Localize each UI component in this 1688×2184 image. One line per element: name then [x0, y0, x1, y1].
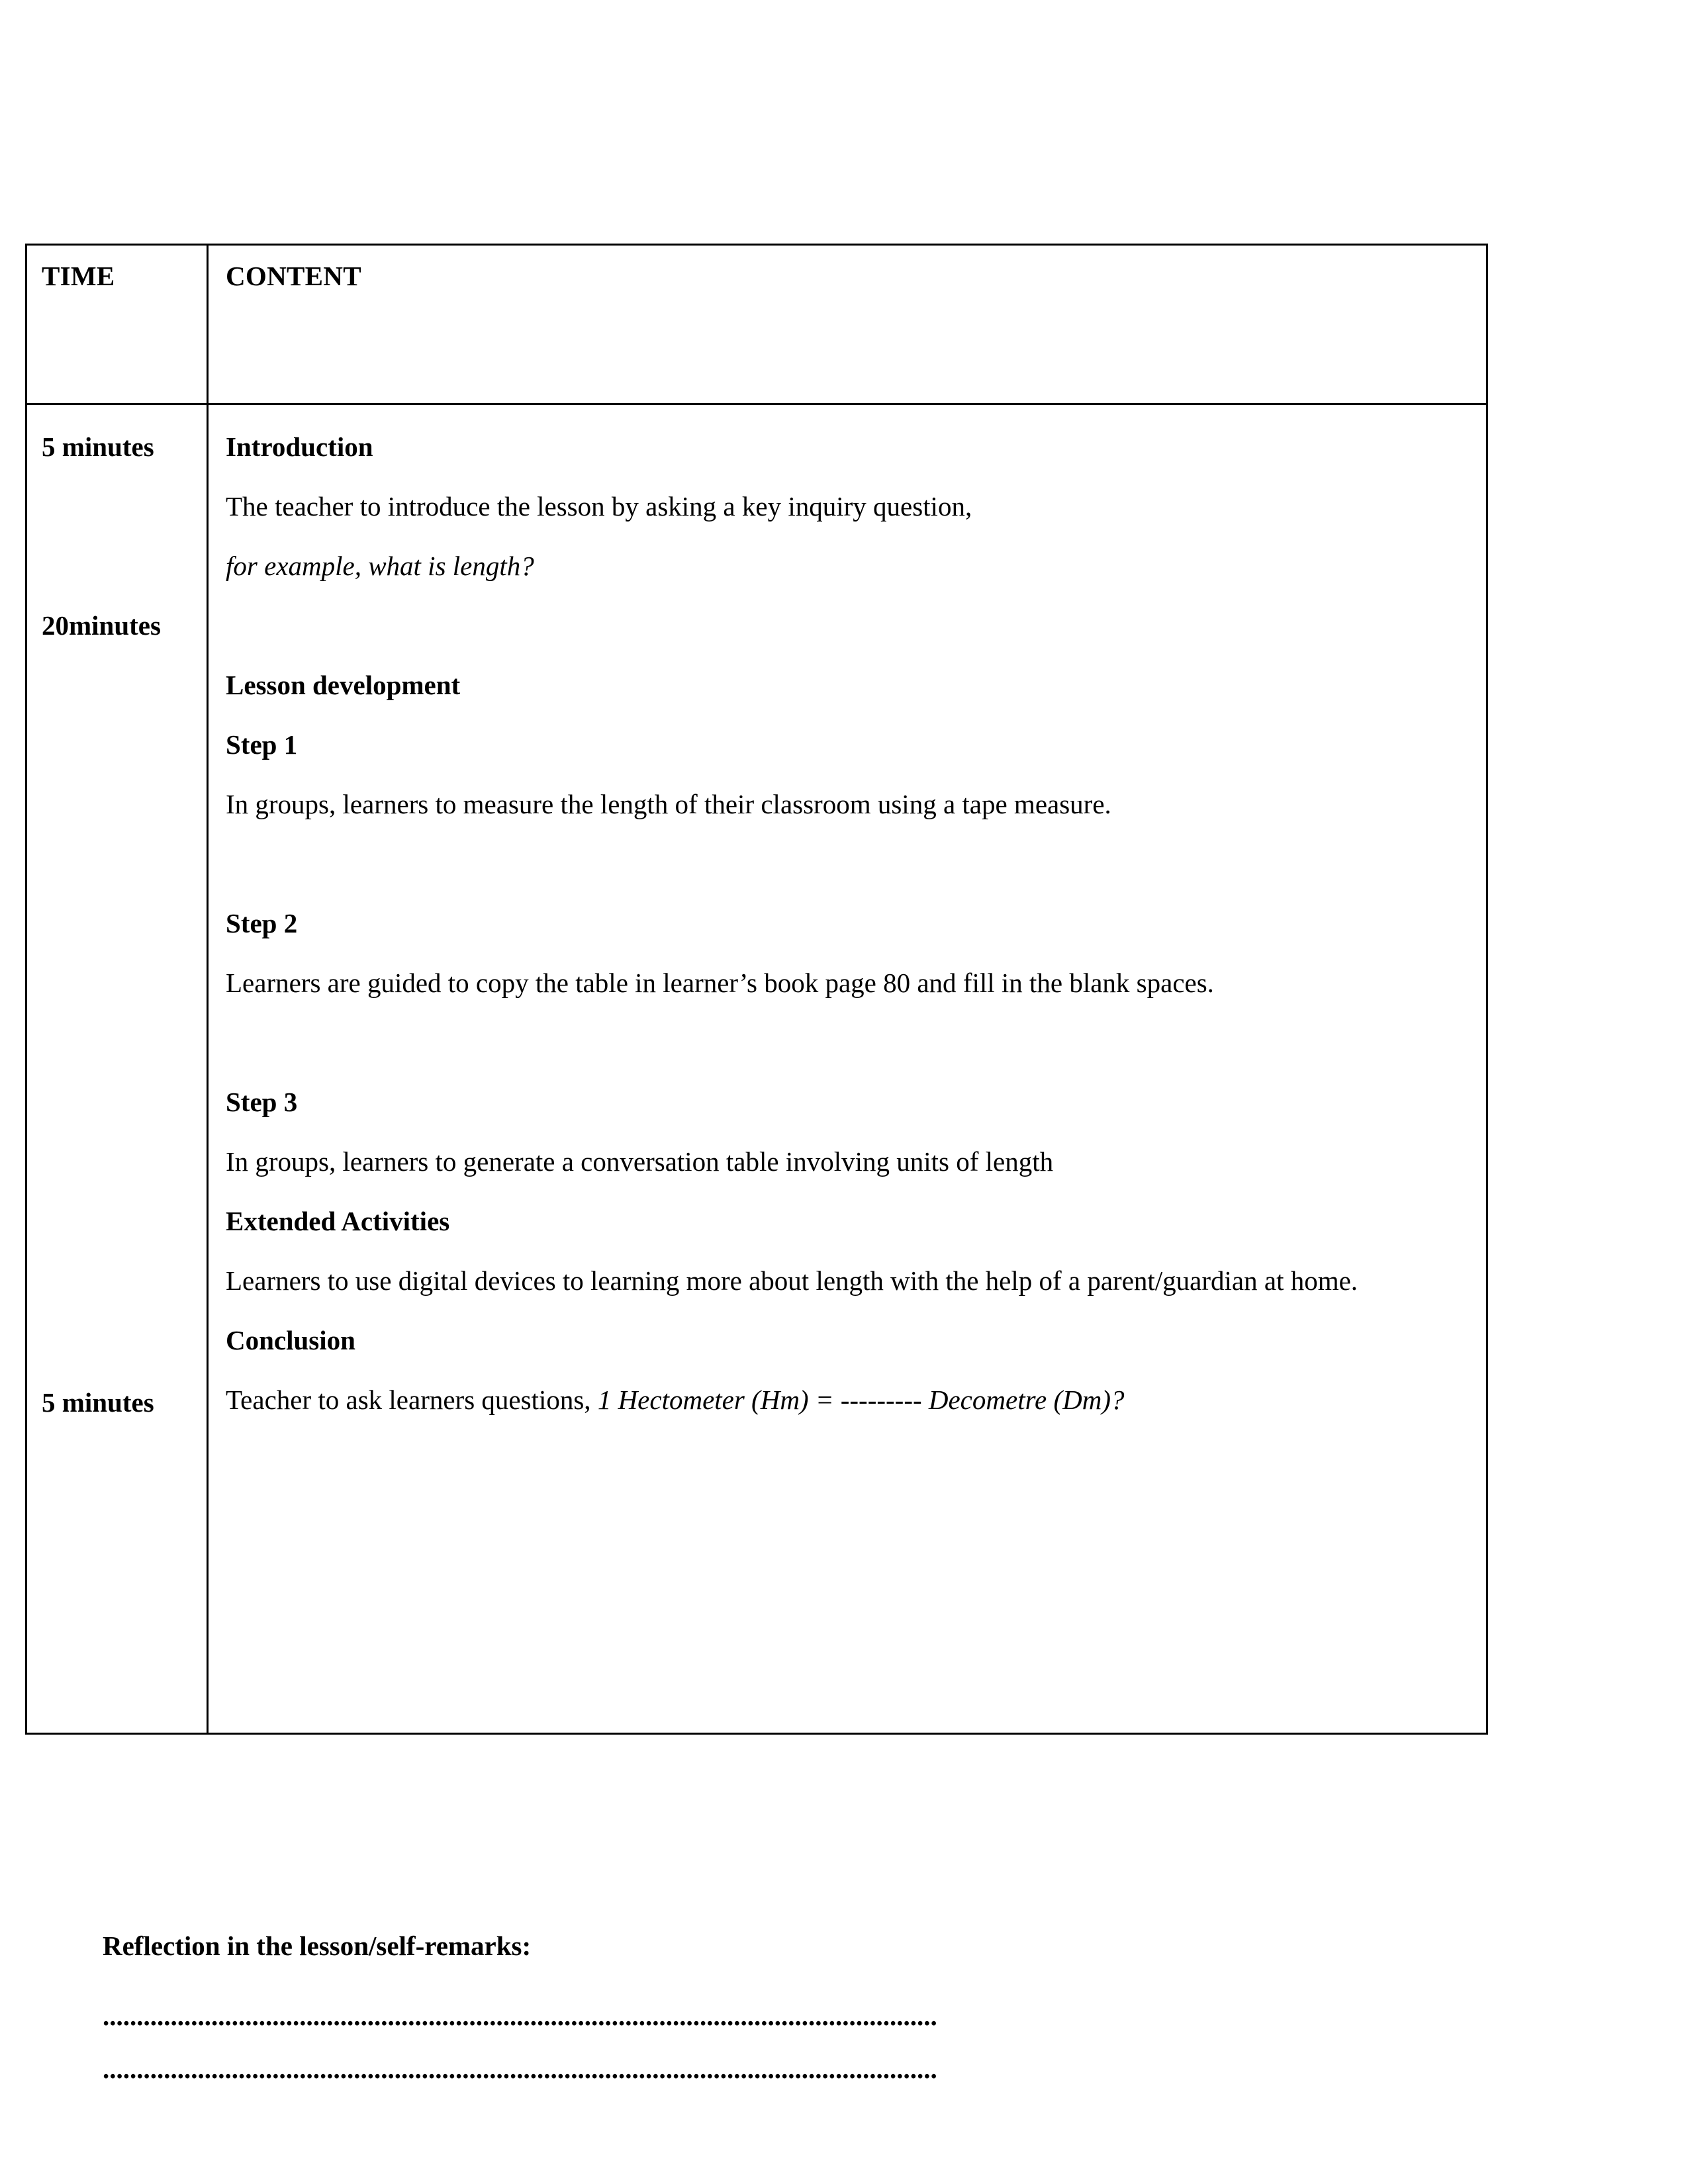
table-header-cell-time	[26, 245, 208, 404]
content-gap-3	[226, 1013, 1469, 1072]
column-header-content: CONTENT	[226, 261, 361, 291]
table-header-cell-content	[208, 245, 1487, 404]
content-column-body	[226, 417, 1469, 1430]
section-heading-step-1: Step 1	[226, 729, 298, 760]
section-heading-step-3: Step 3	[226, 1087, 298, 1117]
reflection-dotted-line-2[interactable]: ...........................................................................................................................	[103, 2054, 937, 2084]
table-header-row	[26, 245, 1487, 404]
section-text-extended-activities: Learners to use digital devices to learning more about length with the help of a parent/guardian at home.	[226, 1265, 1358, 1296]
time-entry-development: 20minutes	[42, 610, 161, 641]
section-heading-extended-activities: Extended Activities	[226, 1206, 450, 1236]
content-gap-1	[226, 596, 1469, 655]
time-entry-introduction: 5 minutes	[42, 432, 154, 462]
table-cell-time	[26, 404, 208, 1734]
time-spacer-2	[42, 655, 192, 1373]
time-entry-conclusion: 5 minutes	[42, 1387, 154, 1418]
section-heading-conclusion: Conclusion	[226, 1325, 355, 1355]
section-text-step-3: In groups, learners to generate a conversation table involving units of length	[226, 1146, 1054, 1177]
section-heading-lesson-development: Lesson development	[226, 670, 461, 700]
reflection-section	[103, 1919, 1523, 2095]
section-text-introduction-line-2: for example, what is length?	[226, 551, 534, 581]
time-column-stack	[42, 417, 192, 1432]
section-text-introduction-line-1: The teacher to introduce the lesson by asking a key inquiry question,	[226, 491, 972, 522]
reflection-dotted-line-1[interactable]: ...........................................................................................................................	[103, 2001, 937, 2031]
content-gap-2	[226, 834, 1469, 893]
section-heading-introduction: Introduction	[226, 432, 373, 462]
conclusion-question-text: 1 Hectometer (Hm) = --------- Decometre (Dm)?	[597, 1385, 1125, 1415]
section-text-step-2: Learners are guided to copy the table in learner’s book page 80 and fill in the blank spaces.	[226, 968, 1214, 998]
section-heading-step-2: Step 2	[226, 908, 298, 938]
column-header-time: TIME	[42, 261, 115, 291]
section-text-conclusion	[226, 1370, 1469, 1430]
table-body-row	[26, 404, 1487, 1734]
section-text-step-1: In groups, learners to measure the length of their classroom using a tape measure.	[226, 789, 1111, 819]
lesson-plan-table	[25, 244, 1488, 1735]
table-cell-content	[208, 404, 1487, 1734]
conclusion-prefix-text: Teacher to ask learners questions,	[226, 1385, 598, 1415]
time-spacer-1	[42, 477, 192, 596]
reflection-title: Reflection in the lesson/self-remarks:	[103, 1931, 532, 1961]
